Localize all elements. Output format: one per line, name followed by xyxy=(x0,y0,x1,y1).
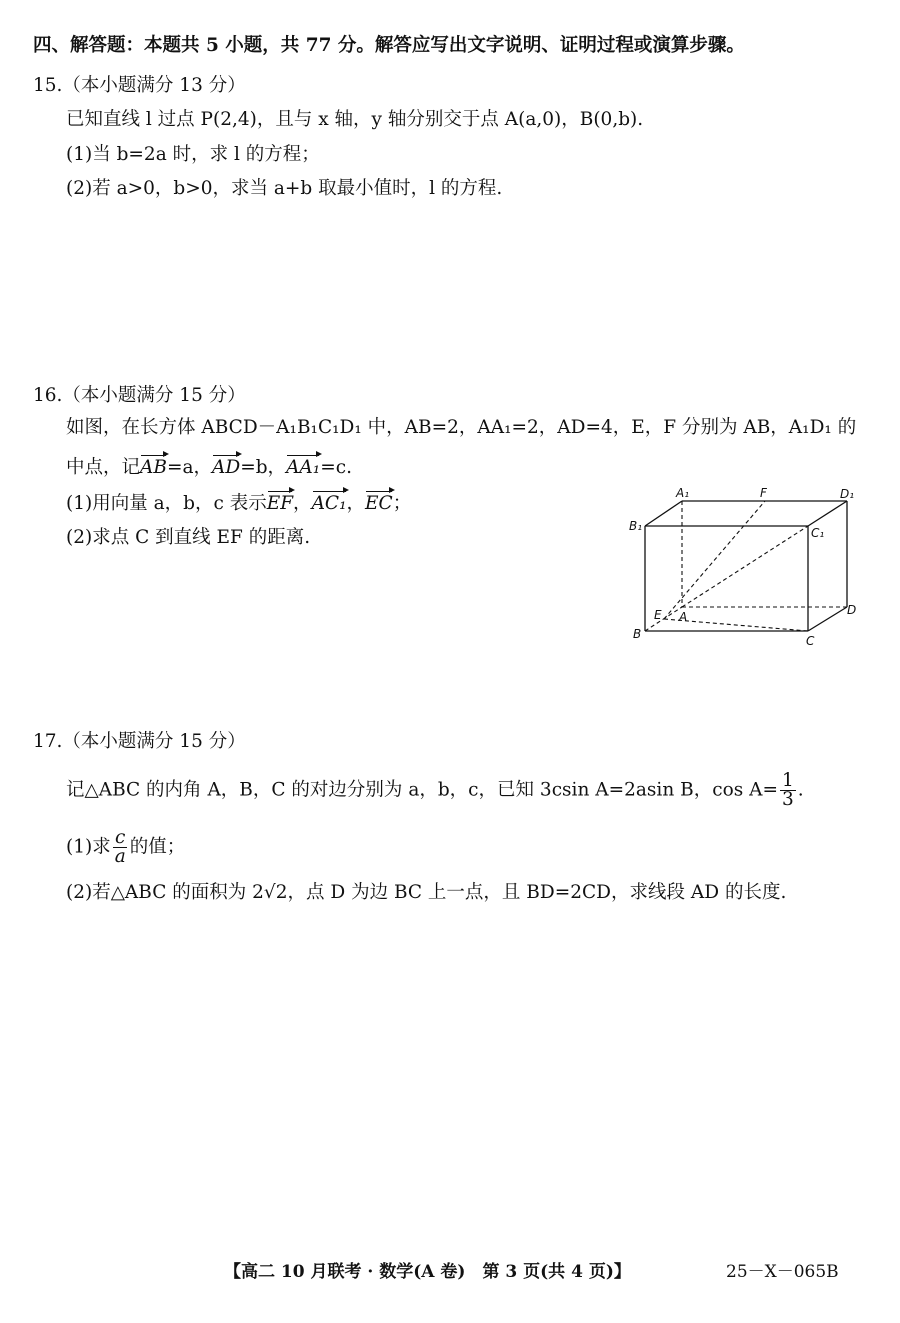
segment-e-f xyxy=(664,501,765,619)
q16-comma1: ， xyxy=(293,493,312,514)
edge-c-d xyxy=(808,607,847,631)
cuboid-figure xyxy=(628,485,868,647)
q15-part2: (2)若 a>0，b>0，求当 a+b 取最小值时，l 的方程. xyxy=(66,178,503,199)
edge-b1-a1 xyxy=(645,501,682,526)
label-d1: D₁ xyxy=(840,487,855,501)
vector-ac1: AC₁ xyxy=(312,490,347,518)
vector-aa1: AA₁ xyxy=(286,454,320,482)
label-b1: B₁ xyxy=(629,519,643,533)
footer-page-info: 【高二 10 月联考 · 数学(A 卷) 第 3 页(共 4 页)】 xyxy=(224,1262,631,1282)
edge-b-a-hidden xyxy=(645,607,682,631)
q15-stem: 已知直线 l 过点 P(2,4)，且与 x 轴，y 轴分别交于点 A(a,0)，B(0,b). xyxy=(66,109,644,130)
segment-a-c1 xyxy=(682,526,808,607)
label-c1: C₁ xyxy=(811,526,825,540)
frac-a: a xyxy=(114,846,126,867)
section-header: 四、解答题：本题共 5 小题，共 77 分。解答应写出文字说明、证明过程或演算步骤。 xyxy=(33,35,745,56)
vector-ef: EF xyxy=(267,490,293,518)
label-f: F xyxy=(760,486,767,500)
edge-c1-d1 xyxy=(808,501,847,526)
q16-stem-line2 xyxy=(66,454,352,482)
q16-part1-suffix: ； xyxy=(392,493,412,514)
label-b: B xyxy=(633,627,642,641)
q16-comma2: ， xyxy=(346,493,366,514)
eq-b: =b， xyxy=(240,457,287,478)
fraction-c-over-a xyxy=(113,829,128,866)
eq-a: =a， xyxy=(166,457,213,478)
label-e: E xyxy=(654,608,662,622)
q17-stem-suffix: . xyxy=(797,779,804,801)
q17-part1-suffix: 的值； xyxy=(129,836,186,858)
frac-c: c xyxy=(115,827,126,848)
footer-code: 25－X－065B xyxy=(726,1262,839,1282)
q16-stem2-prefix: 中点，记 xyxy=(66,457,141,478)
q17-stem-prefix: 记△ABC 的内角 A，B，C 的对边分别为 a，b，c，已知 3csin A=2asin B，cos A= xyxy=(66,779,778,801)
label-a: A xyxy=(679,610,688,624)
q16-stem-line1: 如图，在长方体 ABCD－A₁B₁C₁D₁ 中，AB=2，AA₁=2，AD=4，E，F 分别为 AB，A₁D₁ 的 xyxy=(66,417,857,438)
q17-part1 xyxy=(66,829,185,866)
vector-ad: AD xyxy=(212,454,240,482)
q16-part2: (2)求点 C 到直线 EF 的距离. xyxy=(66,527,311,548)
q15-part1: (1)当 b=2a 时，求 l 的方程； xyxy=(66,144,320,165)
q17-stem xyxy=(66,772,804,809)
q16-title: 16.（本小题满分 15 分） xyxy=(33,385,246,406)
frac-denominator: 3 xyxy=(781,789,794,810)
fraction-one-third xyxy=(780,772,796,809)
q16-part1-prefix: (1)用向量 a，b，c 表示 xyxy=(66,493,267,514)
label-c: C xyxy=(806,634,815,647)
q15-title: 15.（本小题满分 13 分） xyxy=(33,75,246,96)
q17-part1-prefix: (1)求 xyxy=(66,836,111,858)
eq-c: =c. xyxy=(320,457,352,478)
q16-part1 xyxy=(66,490,411,518)
q17-part2: (2)若△ABC 的面积为 2√2，点 D 为边 BC 上一点，且 BD=2CD，求线段 AD 的长度. xyxy=(66,882,787,903)
q17-title: 17.（本小题满分 15 分） xyxy=(33,731,246,752)
label-a1: A₁ xyxy=(676,486,690,500)
vector-ab: AB xyxy=(140,454,167,482)
frac-numerator: 1 xyxy=(781,770,794,791)
vector-ec: EC xyxy=(365,490,393,518)
label-d: D xyxy=(847,603,857,617)
